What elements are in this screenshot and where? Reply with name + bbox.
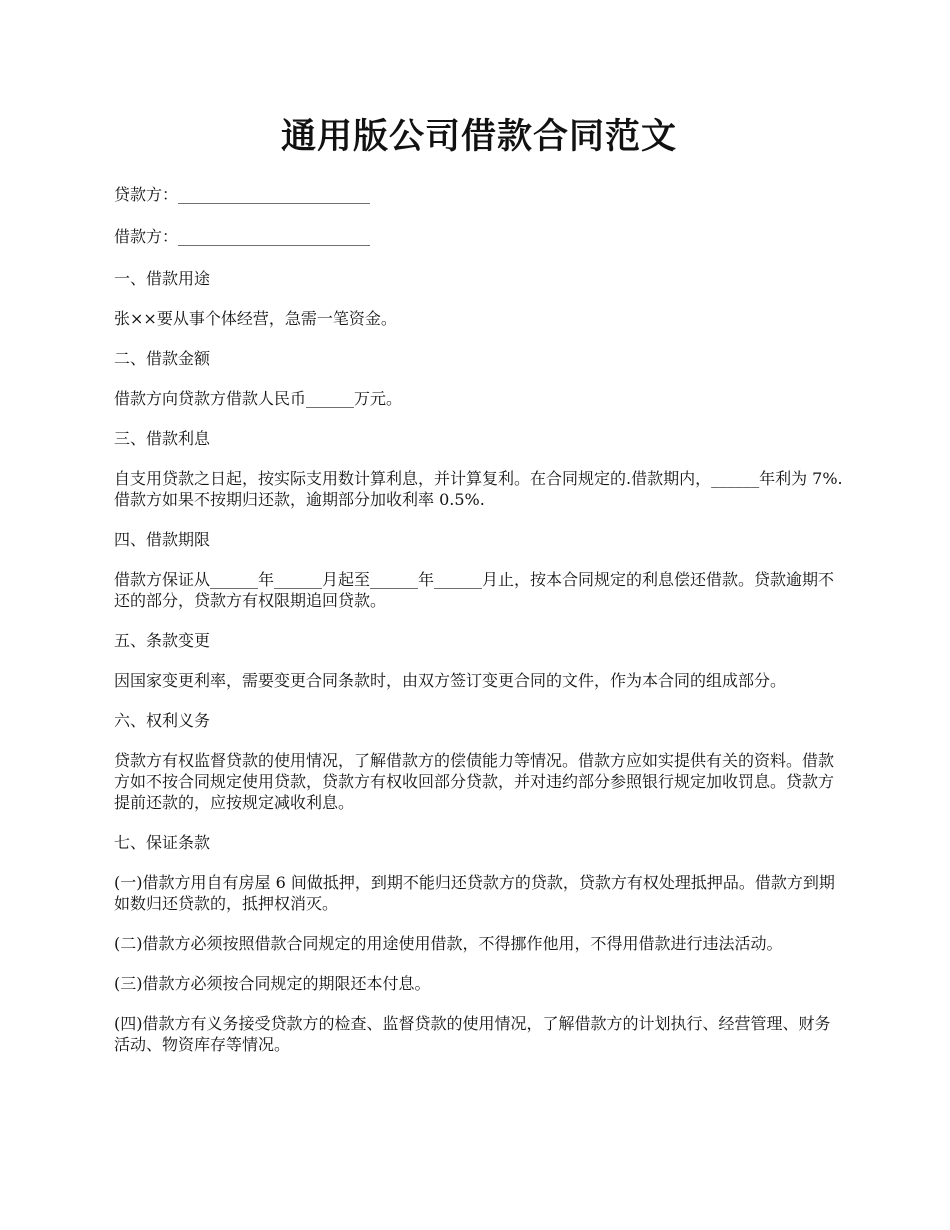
lender-field: 贷款方：________________________ <box>114 185 371 204</box>
section-paragraph: 张××要从事个体经营，急需一笔资金。 <box>114 309 397 328</box>
section-heading-term: 四、借款期限 <box>114 530 211 549</box>
section-paragraph: 自支用贷款之日起，按实际支用数计算利息，并计算复利。在合同规定的.借款期内，______年利为 7%.借款方如果不按期归还款，逾期部分加收利率 0.5%. <box>114 469 843 509</box>
section-paragraph: (二)借款方必须按照借款合同规定的用途使用借款，不得挪作他用，不得用借款进行违法活动。 <box>114 934 783 953</box>
section-paragraph: 贷款方有权监督贷款的使用情况，了解借款方的偿债能力等情况。借款方应如实提供有关的资料。借款方如不按合同规定使用贷款，贷款方有权收回部分贷款，并对违约部分参照银行规定加收罚息。贷款方提前还款的，应按规定减收利息。 <box>114 751 835 812</box>
section-paragraph: 因国家变更利率，需要变更合同条款时，由双方签订变更合同的文件，作为本合同的组成部分。 <box>114 671 787 690</box>
section-paragraph: 借款方向贷款方借款人民币______万元。 <box>114 389 403 408</box>
section-paragraph: (三)借款方必须按合同规定的期限还本付息。 <box>114 974 431 993</box>
section-heading-guarantee: 七、保证条款 <box>114 833 211 852</box>
borrower-field: 借款方：________________________ <box>114 227 371 246</box>
section-heading-interest: 三、借款利息 <box>114 429 211 448</box>
section-heading-purpose: 一、借款用途 <box>114 269 211 288</box>
section-heading-amount: 二、借款金额 <box>114 349 211 368</box>
section-paragraph: (四)借款方有义务接受贷款方的检查、监督贷款的使用情况，了解借款方的计划执行、经营管理、财务活动、物资库存等情况。 <box>114 1014 831 1054</box>
section-paragraph: (一)借款方用自有房屋 6 间做抵押，到期不能归还贷款方的贷款，贷款方有权处理抵押品。借款方到期如数归还贷款的，抵押权消灭。 <box>114 873 835 913</box>
section-heading-changes: 五、条款变更 <box>114 631 211 650</box>
document-page <box>114 112 844 1074</box>
section-heading-rights: 六、权利义务 <box>114 711 211 730</box>
section-paragraph: 借款方保证从______年______月起至______年______月止，按本合同规定的利息偿还借款。贷款逾期不还的部分，贷款方有权限期追回贷款。 <box>114 570 835 610</box>
document-title: 通用版公司借款合同范文 <box>280 116 677 157</box>
